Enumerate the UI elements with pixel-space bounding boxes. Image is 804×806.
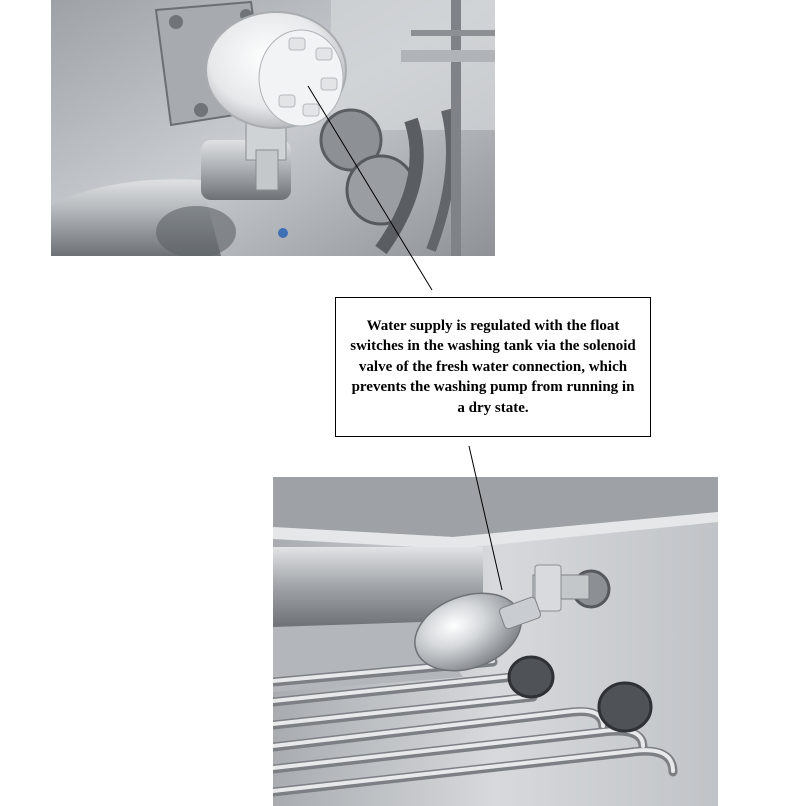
solenoid-valve-photo	[51, 0, 495, 256]
callout-text: Water supply is regulated with the float switches in the washing tank via the solenoid valve of the fresh water connection, which prevents the washing pump from running in a dry state.	[350, 317, 636, 416]
solenoid-valve-illustration	[51, 0, 495, 256]
float-switch-photo	[273, 477, 718, 806]
float-switch-illustration	[273, 477, 718, 806]
callout-box	[335, 297, 651, 437]
